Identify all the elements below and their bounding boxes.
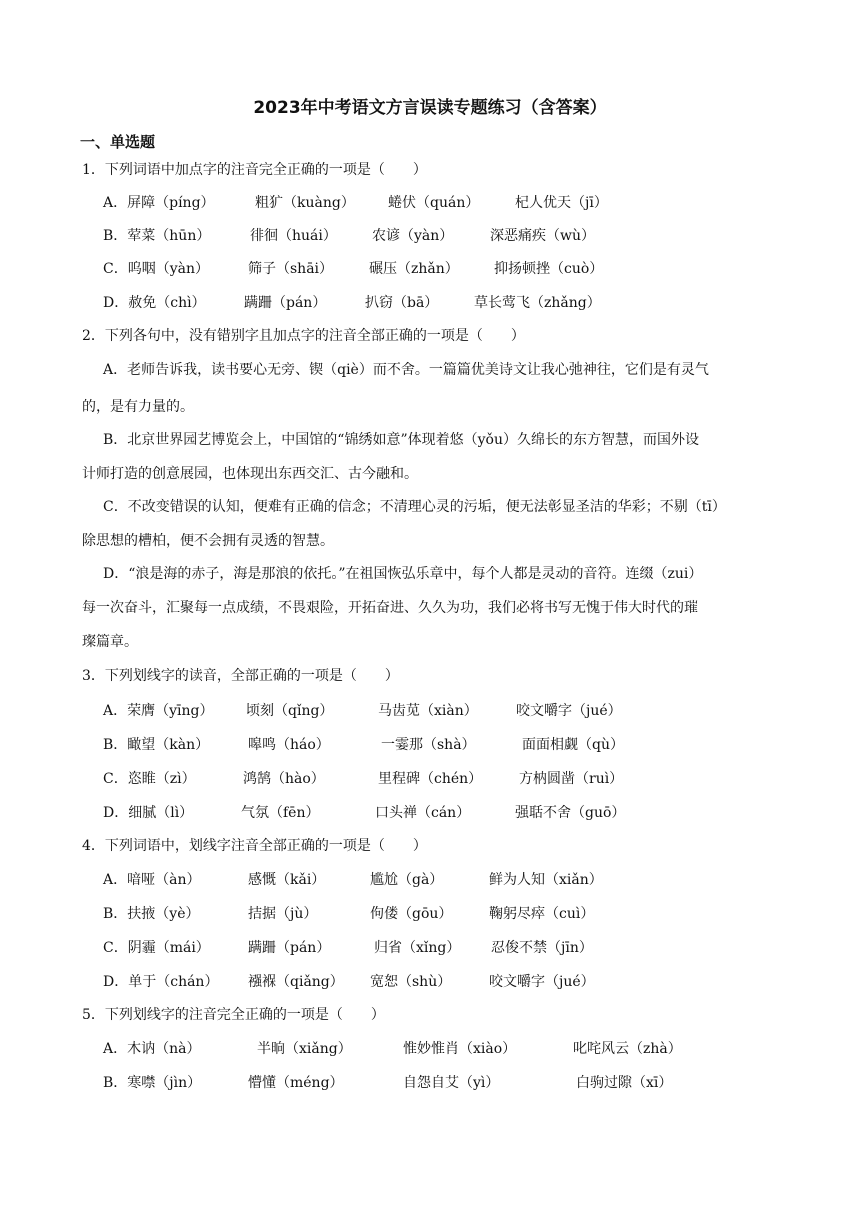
q1-option-c-3: 碾压（zhǎn） xyxy=(369,261,459,277)
q4-option-a-1: A．喑哑（àn） xyxy=(103,872,201,888)
q5-option-a-4: 叱咤风云（zhà） xyxy=(573,1041,682,1057)
q1-option-d-4: 草长莺飞（zhǎng） xyxy=(474,295,601,311)
q1-option-c-1: C．呜咽（yàn） xyxy=(103,261,209,277)
question-1-stem: 1．下列词语中加点字的注音完全正确的一项是（ ） xyxy=(82,162,427,178)
q4-option-c-2: 蹒跚（pán） xyxy=(248,940,331,956)
q3-option-a-1: A．荣膺（yīng） xyxy=(103,703,214,719)
q1-option-c-4: 抑扬顿挫（cuò） xyxy=(494,261,604,277)
q3-option-d-1: D．细腻（lì） xyxy=(103,805,194,821)
q1-option-a-4: 杞人优天（jī） xyxy=(515,195,608,211)
q1-option-b-3: 农谚（yàn） xyxy=(372,228,454,244)
q3-option-c-3: 里程碑（chén） xyxy=(378,771,483,787)
question-5-stem: 5．下列划线字的注音完全正确的一项是（ ） xyxy=(82,1007,385,1023)
q4-option-b-1: B．扶掖（yè） xyxy=(103,906,200,922)
q2-option-a-line2: 的，是有力量的。 xyxy=(82,399,194,415)
q3-option-b-3: 一霎那（shà） xyxy=(381,737,476,753)
q2-option-b-line1: B．北京世界园艺博览会上，中国馆的“锦绣如意”体现着悠（yǒu）久绵长的东方智慧，而国外设 xyxy=(103,432,699,448)
q5-option-b-3: 自怨自艾（yì） xyxy=(403,1075,500,1091)
q4-option-d-4: 咬文嚼字（jué） xyxy=(489,974,595,990)
q5-option-a-2: 半晌（xiǎng） xyxy=(257,1041,352,1057)
q5-option-b-1: B．寒噤（jìn） xyxy=(103,1075,202,1091)
q5-option-a-3: 惟妙惟肖（xiào） xyxy=(403,1041,517,1057)
section-heading: 一、单选题 xyxy=(80,133,156,151)
q3-option-b-1: B．瞰望（kàn） xyxy=(103,737,210,753)
q4-option-a-2: 感慨（kǎi） xyxy=(248,872,326,888)
q4-option-d-1: D．单于（chán） xyxy=(103,974,219,990)
q3-option-b-4: 面面相觑（qù） xyxy=(522,737,624,753)
question-4-stem: 4．下列词语中，划线字注音全部正确的一项是（ ） xyxy=(82,838,427,854)
q3-option-d-3: 口头禅（cán） xyxy=(375,805,471,821)
q3-option-a-3: 马齿苋（xiàn） xyxy=(378,703,478,719)
q4-option-c-1: C．阴霾（mái） xyxy=(103,940,210,956)
q1-option-a-2: 粗犷（kuàng） xyxy=(255,195,355,211)
q2-option-c-line1: C．不改变错误的认知，便难有正确的信念；不清理心灵的污垢，便无法彰显圣洁的华彩；不剔（tī） xyxy=(103,499,726,515)
q5-option-a-1: A．木讷（nà） xyxy=(103,1041,201,1057)
q1-option-b-2: 徘徊（huái） xyxy=(250,228,337,244)
q1-option-b-1: B．荤菜（hūn） xyxy=(103,228,211,244)
q1-option-d-1: D．赦免（chì） xyxy=(103,295,206,311)
q2-option-d-line1: D．“浪是海的赤子，海是那浪的依托。”在祖国恢弘乐章中，每个人都是灵动的音符。连缀（zui） xyxy=(103,566,703,582)
q4-option-d-2: 襁褓（qiǎng） xyxy=(248,974,344,990)
q1-option-c-2: 筛子（shāi） xyxy=(248,261,334,277)
q2-option-b-line2: 计师打造的创意展园，也体现出东西交汇、古今融和。 xyxy=(82,466,418,482)
q1-option-b-4: 深恶痛疾（wù） xyxy=(490,228,595,244)
q2-option-d-line3: 璨篇章。 xyxy=(82,634,138,650)
q3-option-d-4: 强聒不舍（guō） xyxy=(515,805,626,821)
q3-option-c-4: 方枘圆凿（ruì） xyxy=(519,771,624,787)
q3-option-a-4: 咬文嚼字（jué） xyxy=(516,703,622,719)
q2-option-d-line2: 每一次奋斗，汇聚每一点成绩，不畏艰险，开拓奋进、久久为功，我们必将书写无愧于伟大时代的璀 xyxy=(82,600,698,616)
q4-option-a-4: 鲜为人知（xiǎn） xyxy=(489,872,603,888)
q1-option-d-3: 扒窃（bā） xyxy=(365,295,439,311)
q5-option-b-4: 白驹过隙（xī） xyxy=(576,1075,673,1091)
q2-option-c-line2: 除思想的槽柏，便不会拥有灵透的智慧。 xyxy=(82,533,334,549)
q4-option-d-3: 宽恕（shù） xyxy=(370,974,452,990)
q2-option-a-line1: A．老师告诉我，读书要心无旁、锲（qiè）而不舍。一篇篇优美诗文让我心弛神往，它们是有灵气 xyxy=(103,362,709,378)
q1-option-a-1: A．屏障（píng） xyxy=(103,195,215,211)
q3-option-d-2: 气氛（fēn） xyxy=(241,805,320,821)
page-title: 2023年中考语文方言误读专题练习（含答案） xyxy=(253,98,607,118)
q3-option-b-2: 嗥鸣（háo） xyxy=(248,737,330,753)
q4-option-c-3: 归省（xǐng） xyxy=(374,940,461,956)
q4-option-c-4: 忍俊不禁（jīn） xyxy=(491,940,593,956)
q4-option-b-3: 佝偻（gōu） xyxy=(370,906,453,922)
q1-option-d-2: 蹒跚（pán） xyxy=(244,295,327,311)
q3-option-c-1: C．恣睢（zì） xyxy=(103,771,196,787)
question-3-stem: 3．下列划线字的读音，全部正确的一项是（ ） xyxy=(82,668,399,684)
q3-option-c-2: 鸿鹄（hào） xyxy=(243,771,325,787)
q4-option-a-3: 尴尬（gà） xyxy=(370,872,444,888)
question-2-stem: 2．下列各句中，没有错别字且加点字的注音全部正确的一项是（ ） xyxy=(82,328,525,344)
q5-option-b-2: 懵懂（méng） xyxy=(248,1075,344,1091)
q4-option-b-4: 鞠躬尽瘁（cuì） xyxy=(489,906,595,922)
q4-option-b-2: 拮据（jù） xyxy=(248,906,318,922)
q1-option-a-3: 蜷伏（quán） xyxy=(388,195,480,211)
q3-option-a-2: 顷刻（qǐng） xyxy=(246,703,334,719)
